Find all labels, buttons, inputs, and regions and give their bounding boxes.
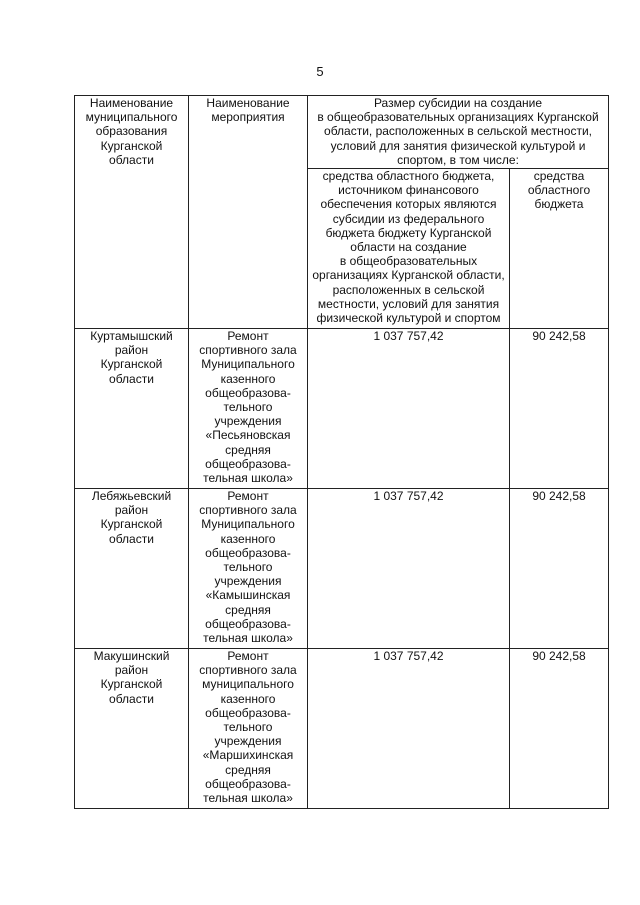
header-municipality: Наименование муниципального образования Курганской области [75,96,189,329]
header-subsidy: Размер субсидии на создание в общеобразовательных организациях Курганской области, расположенных в сельской местности, условий для занятия физической культурой и спортом, в том числе: [308,96,609,169]
cell-municipality: Куртамышский район Курганской области [75,329,189,489]
table-row [75,329,609,489]
cell-municipality: Лебяжьевский район Курганской области [75,489,189,649]
cell-municipality: Макушинский район Курганской области [75,649,189,809]
page-number: 5 [316,64,324,79]
header-event: Наименование мероприятия [189,96,308,329]
cell-regional-amount: 90 242,58 [510,329,609,489]
table-row [75,489,609,649]
header-regional-funds: средства областного бюджета [510,169,609,329]
cell-regional-amount: 90 242,58 [510,489,609,649]
cell-federal-amount: 1 037 757,42 [308,489,510,649]
header-federal-funds: средства областного бюджета, источником финансового обеспечения которых являются субсидии из федерального бюджета бюджету Курганской области на создание в общеобразовательных организациях Курганской области, расположенных в сельской местности, условий для занятия физической культурой и спортом [308,169,510,329]
cell-event: Ремонт спортивного зала Муниципального казенного общеобразова- тельного учреждения «Камышинская средняя общеобразова- тельная школа» [189,489,308,649]
cell-federal-amount: 1 037 757,42 [308,329,510,489]
table-row [75,649,609,809]
subsidy-table [74,95,609,809]
cell-event: Ремонт спортивного зала Муниципального казенного общеобразова- тельного учреждения «Песьяновская средняя общеобразова- тельная школа» [189,329,308,489]
cell-federal-amount: 1 037 757,42 [308,649,510,809]
table-header-row [75,96,609,169]
cell-event: Ремонт спортивного зала муниципального казенного общеобразова- тельного учреждения «Маршихинская средняя общеобразова- тельная школа» [189,649,308,809]
cell-regional-amount: 90 242,58 [510,649,609,809]
